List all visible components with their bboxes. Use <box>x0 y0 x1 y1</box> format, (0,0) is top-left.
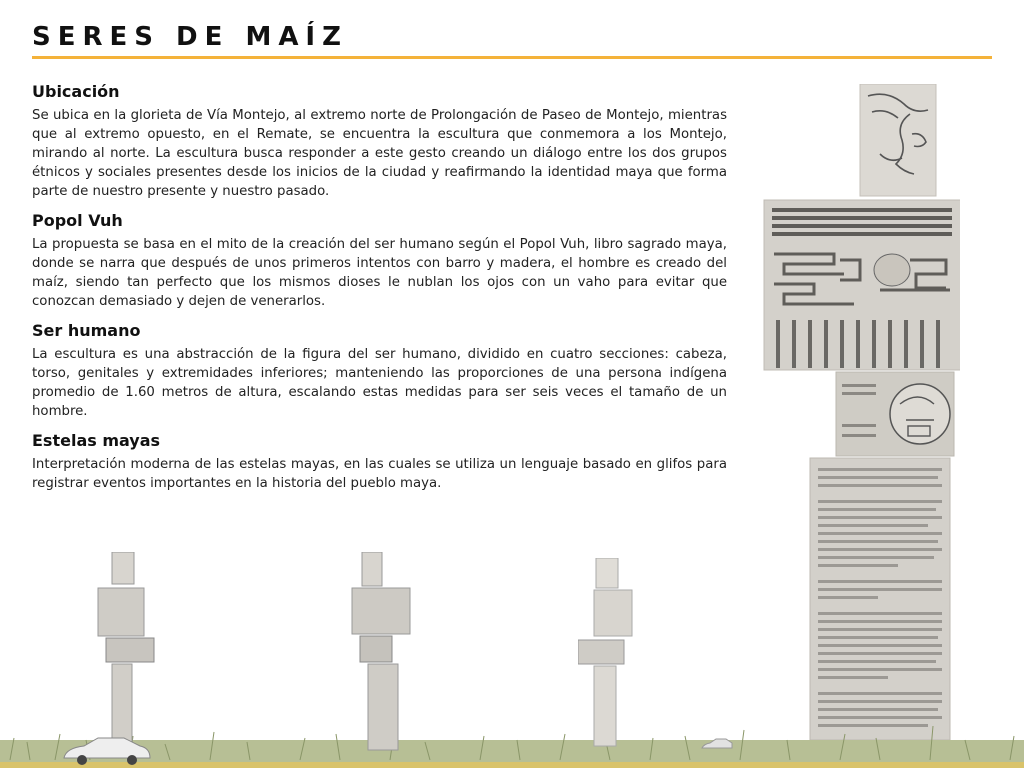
sculpture-render-large <box>760 84 960 744</box>
section-popol-vuh <box>32 211 727 311</box>
section-heading: Popol Vuh <box>32 211 123 230</box>
title-divider <box>32 56 992 59</box>
section-heading: Estelas mayas <box>32 431 161 450</box>
page-title: SERES DE MAÍZ <box>32 22 348 52</box>
sculpture-elevation-3 <box>578 558 634 748</box>
text-column <box>32 82 727 503</box>
sculpture-elevation-1 <box>96 552 158 752</box>
section-body: Se ubica en la glorieta de Vía Montejo, al extremo norte de Prolongación de Paseo de Montejo, mientras que al extremo opuesto, en el Remate, se encuentra la escultura que conmemora a los Montejo, mirando al norte. La escultura busca responder a este gesto creando un diálogo entre los dos grupos étnicos y sociales presentes desde los inicios de la ciudad y reafirmando la identidad maya que forma parte de nuestro presente y nuestro pasado. <box>32 108 727 199</box>
section-heading: Ser humano <box>32 321 141 340</box>
section-ubicacion <box>32 82 727 201</box>
sculpture-elevation-2 <box>350 552 412 752</box>
section-ser-humano <box>32 321 727 421</box>
car-illustration <box>60 736 152 766</box>
car-illustration-far <box>700 738 734 752</box>
section-heading: Ubicación <box>32 82 120 101</box>
section-estelas-mayas <box>32 431 727 493</box>
section-body: La escultura es una abstracción de la figura del ser humano, dividido en cuatro secciones: cabeza, torso, genitales y extremidades inferiores; manteniendo las proporciones de una persona indígena promedio de 1.60 metros de altura, escalando estas medidas para ser seis veces el tamaño de un hombre. <box>32 347 727 419</box>
section-body: La propuesta se basa en el mito de la creación del ser humano según el Popol Vuh, libro sagrado maya, donde se narra que después de unos primeros intentos con barro y madera, el hombre es creado del maíz, siendo tan perfecto que los mismos dioses le nublan los ojos con un vaho para evitar que conozcan demasiado y dejen de venerarlos. <box>32 237 727 309</box>
section-body: Interpretación moderna de las estelas mayas, en las cuales se utiliza un lenguaje basado en glifos para registrar eventos importantes en la historia del pueblo maya. <box>32 457 727 491</box>
